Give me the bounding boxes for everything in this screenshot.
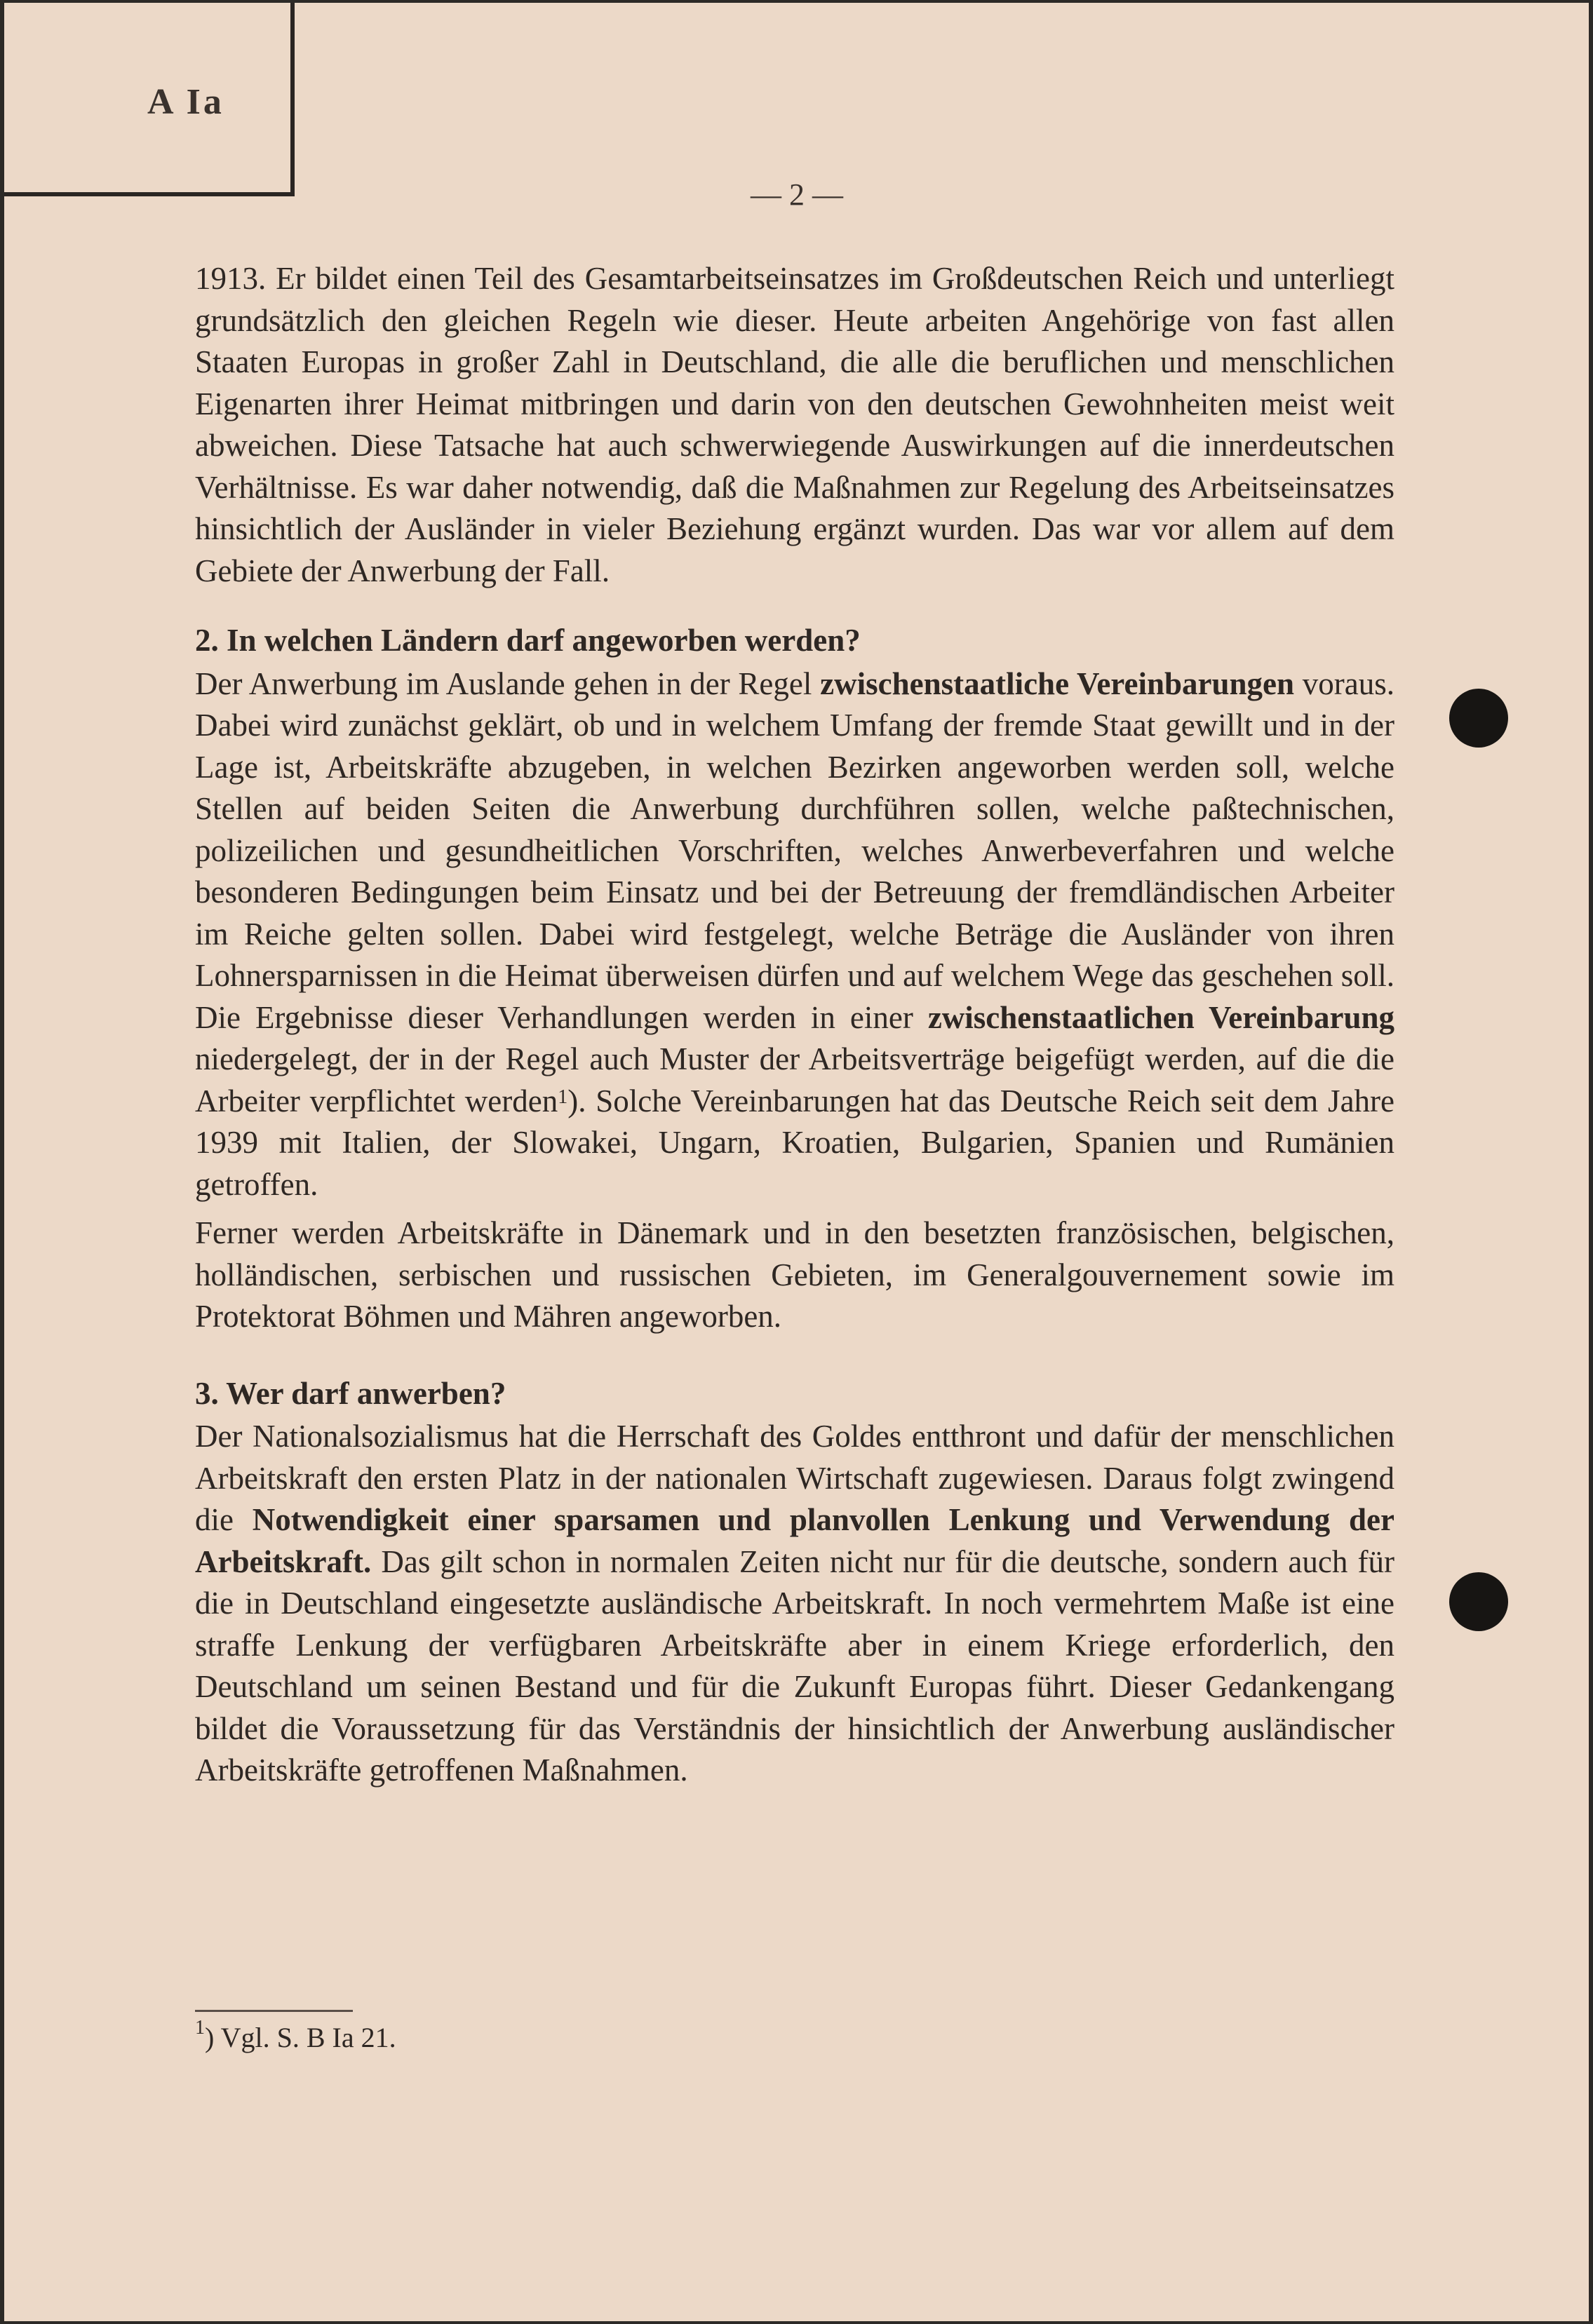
footnote <box>195 2017 396 2054</box>
section-tab-box <box>4 3 295 196</box>
document-page <box>4 3 1589 2321</box>
section-2 <box>195 620 1394 1338</box>
section-3-paragraph-1 <box>195 1416 1394 1792</box>
emphasis-text: zwischenstaatlichen Vereinbarung <box>927 999 1394 1035</box>
footnote-marker: 1 <box>195 2017 205 2039</box>
body-text <box>195 258 1394 1792</box>
text-run: Der Nationalsozialismus hat die Herrschaft des Goldes entthront und dafür der menschlichen Arbeitskraft den ersten Platz in der nationalen Wirtschaft zugewiesen. Daraus folgt zwingend die <box>195 1419 1394 1537</box>
section-tab-label: A Ia <box>147 82 224 122</box>
text-run: Der Anwerbung im Auslande gehen in der Regel <box>195 666 821 701</box>
intro-paragraph: 1913. Er bildet einen Teil des Gesamtarbeitseinsatzes im Großdeutschen Reich und unterliegt grundsätzlich den gleichen Regeln wie dieser. Heute arbeiten Angehörige von fast allen Staaten Europas in großer Zahl in Deutschland, die alle die beruflichen und menschlichen Eigenarten ihrer Heimat mitbringen und darin von den deutschen Gewohnheiten meist weit abweichen. Diese Tatsache hat auch schwerwiegende Auswirkungen auf die innerdeutschen Verhältnisse. Es war daher notwendig, daß die Maßnahmen zur Regelung des Arbeitseinsatzes hinsichtlich der Ausländer in vieler Beziehung ergänzt wurden. Das war vor allem auf dem Gebiete der Anwerbung der Fall. <box>195 261 1394 588</box>
section-2-paragraph-2: Ferner werden Arbeitskräfte in Dänemark und in den besetzten französischen, belgischen, holländischen, serbischen und russischen Gebieten, im Generalgouvernement sowie im Protektorat Böhmen und Mähren angeworben. <box>195 1215 1394 1334</box>
emphasis-text: zwischenstaatliche Vereinbarungen <box>820 666 1295 701</box>
text-run: voraus. Dabei wird zunächst geklärt, ob und in welchem Umfang der fremde Staat gewillt und in der Lage ist, Arbeitskräfte abzugeben, in welchen Bezirken angeworben werden soll, welche Stellen auf beiden Seiten die Anwerbung durchführen sollen, welche paßtechnischen, polizeilichen und gesundheitlichen Vorschriften, welches Anwerbeverfahren und welche besonderen Bedingungen beim Einsatz und bei der Betreuung der fremdländischen Arbeiter im Reiche gelten sollen. Dabei wird festgelegt, welche Beträge die Ausländer von ihren Lohnersparnissen in die Heimat überweisen dürfen und auf welchem Wege das geschehen soll. Die Ergebnisse dieser Verhandlungen werden in einer <box>195 666 1394 1035</box>
footnote-text: ) Vgl. S. B Ia 21. <box>205 2022 396 2053</box>
section-3-heading: 3. Wer darf anwerben? <box>195 1375 506 1411</box>
section-2-paragraph-1 <box>195 663 1394 1206</box>
text-run: niedergelegt, der in der Regel auch Muster der Arbeitsverträge beigefügt werden, auf die die Arbeiter verpflichtet werden <box>195 1041 1394 1119</box>
footnote-divider <box>195 2010 353 2012</box>
section-3 <box>195 1373 1394 1792</box>
punch-hole <box>1449 689 1508 748</box>
text-run: ). Solche Vereinbarungen hat das Deutsche Reich seit dem Jahre 1939 mit Italien, der Slowakei, Ungarn, Kroatien, Bulgarien, Spanien und Rumänien getroffen. <box>195 1083 1395 1202</box>
page-number: — 2 — <box>751 177 843 212</box>
section-2-heading: 2. In welchen Ländern darf angeworben werden? <box>195 623 861 658</box>
punch-hole <box>1449 1572 1508 1631</box>
text-run: Das gilt schon in normalen Zeiten nicht nur für die deutsche, sondern auch für die in Deutschland eingesetzte ausländische Arbeitskraft. In noch vermehrtem Maße ist eine straffe Lenkung der verfügbaren Arbeitskräfte aber in einem Kriege erforderlich, den Deutschland um seinen Bestand und für die Zukunft Europas führt. Dieser Gedankengang bildet die Voraussetzung für das Verständnis der hinsichtlich der Anwerbung ausländischer Arbeitskräfte getroffenen Maßnahmen. <box>195 1543 1394 1788</box>
emphasis-text: Notwendigkeit einer sparsamen und planvollen Lenkung und Verwendung der Arbeitskraft. <box>195 1502 1394 1579</box>
footnote-reference: 1 <box>558 1086 568 1108</box>
